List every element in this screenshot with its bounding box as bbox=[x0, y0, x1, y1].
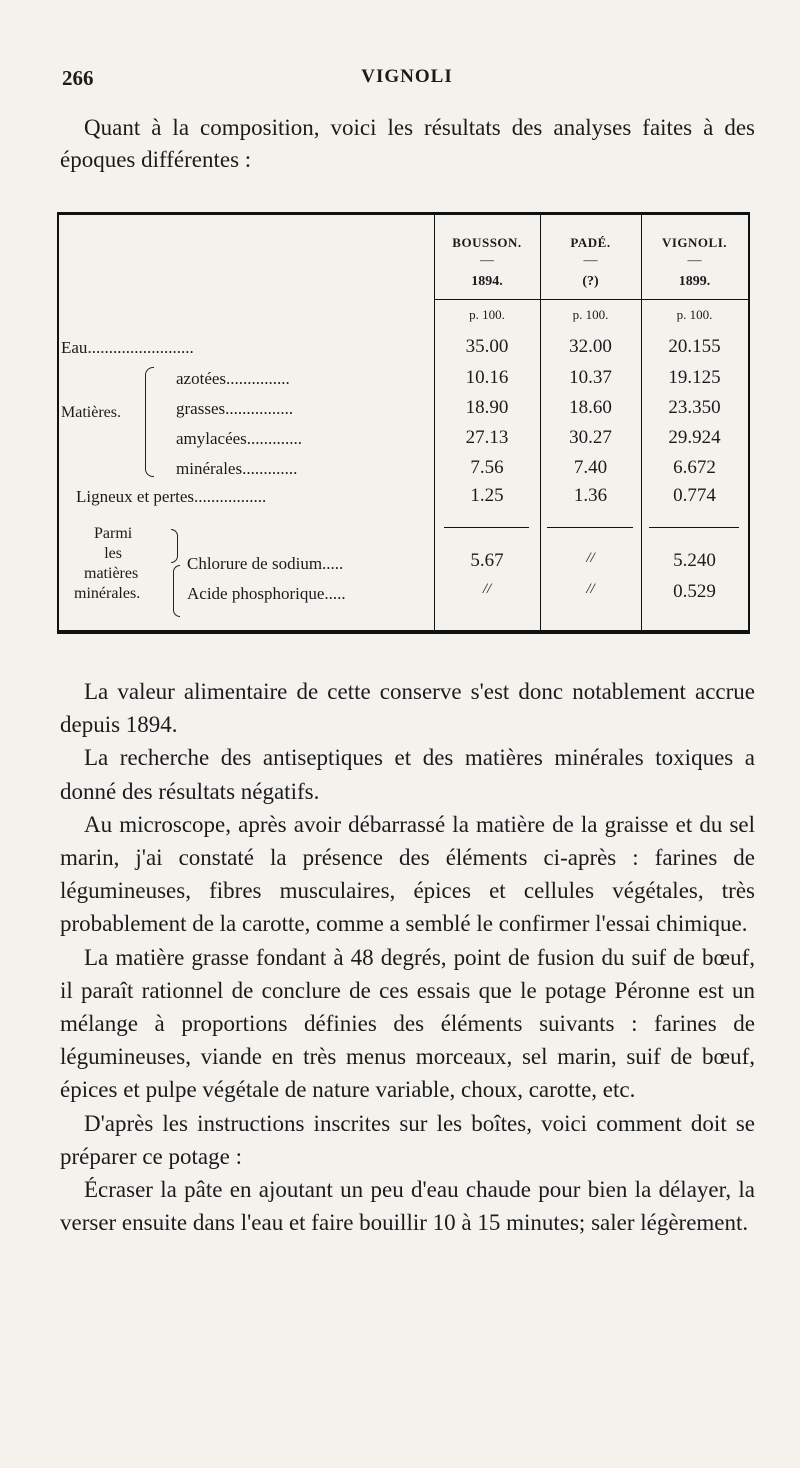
row-label-chlorure: Chlorure de sodium..... bbox=[187, 554, 344, 573]
value-cell: 5.240 bbox=[673, 550, 716, 571]
header-rule bbox=[434, 299, 748, 300]
dot-leader: ............. bbox=[242, 459, 298, 478]
value-cell: 18.90 bbox=[465, 397, 509, 418]
value-cell: 19.125 bbox=[668, 367, 721, 388]
value-cell: 0.529 bbox=[673, 581, 716, 602]
row-label-acide: Acide phosphorique..... bbox=[187, 584, 346, 603]
value-cell: 18.60 bbox=[569, 397, 612, 418]
value-cell: // bbox=[482, 581, 492, 597]
column-name-bousson: BOUSSON. bbox=[452, 235, 522, 250]
value-cell: 30.27 bbox=[569, 427, 612, 448]
group-label-matieres: Matières. bbox=[61, 404, 121, 421]
paragraph: La recherche des antiseptiques et des matières minérales toxiques a donné des résultats négatifs. bbox=[60, 745, 755, 804]
value-cell: 6.672 bbox=[673, 457, 716, 478]
value-cell: 1.25 bbox=[470, 485, 504, 506]
column-name-vignoli: VIGNOLI. bbox=[661, 235, 728, 250]
section-rule bbox=[444, 527, 529, 528]
row-label-eau: Eau......................... bbox=[61, 338, 194, 357]
paragraph: La matière grasse fondant à 48 degrés, point de fusion du suif de bœuf, il paraît rationnel de conclure de ces essais que le potage Péronne est un mélange à proportions définies des éléments suivants : farines de légumineuses, viande en très menus morceaux, sel marin, suif de bœuf, épices et pulpe végétale de nature variable, choux, carotte, etc. bbox=[60, 944, 755, 1103]
value-cell: 10.37 bbox=[569, 367, 612, 388]
value-cell: 20.155 bbox=[668, 336, 721, 357]
column-dash: — bbox=[480, 253, 494, 268]
intro-text: Quant à la composition, voici les résultats des analyses faites à des époques différentes : bbox=[60, 115, 755, 172]
intro-paragraph bbox=[60, 112, 755, 176]
value-cell: 10.16 bbox=[465, 367, 509, 388]
brace-matieres bbox=[145, 367, 154, 477]
value-cell: 32.00 bbox=[569, 336, 612, 357]
value-cell: 27.13 bbox=[465, 427, 509, 448]
dot-leader: ............. bbox=[246, 429, 303, 448]
value-cell: 7.40 bbox=[573, 457, 608, 478]
row-label-minerales: minérales............. bbox=[176, 459, 298, 478]
group-label-parmi: Parmi les matières minérales. bbox=[74, 525, 141, 602]
value-cell: 1.36 bbox=[573, 485, 608, 506]
value-cell: 29.924 bbox=[668, 427, 721, 448]
page-header bbox=[62, 66, 752, 96]
row-label-azotees: azotées............... bbox=[176, 369, 290, 388]
paragraph: Au microscope, après avoir débarrassé la matière de la graisse et du sel marin, j'ai constaté la présence des éléments ci-après : farines de légumineuses, fibres musculaires, épices et cellules végétales, très probablement de la carotte, comme a semblé le confirmer l'essai chimique. bbox=[60, 811, 755, 937]
column-unit: p. 100. bbox=[676, 307, 713, 322]
column-year-pade: (?) bbox=[582, 274, 599, 289]
section-rule bbox=[547, 527, 633, 528]
row-label-grasses: grasses................ bbox=[176, 399, 294, 418]
dot-leader: ............... bbox=[226, 369, 290, 388]
running-head: VIGNOLI bbox=[361, 66, 453, 87]
row-label-ligneux: Ligneux et pertes................. bbox=[76, 487, 267, 506]
value-cell: 23.350 bbox=[668, 397, 721, 418]
column-year-bousson: 1894. bbox=[471, 274, 503, 289]
dot-leader: ......................... bbox=[87, 338, 194, 357]
body-text bbox=[60, 675, 755, 1239]
value-cell: 0.774 bbox=[673, 485, 716, 506]
dot-leader: ..... bbox=[324, 584, 346, 603]
column-unit: p. 100. bbox=[572, 307, 609, 322]
brace-parmi-top bbox=[171, 529, 178, 563]
dot-leader: ................. bbox=[194, 487, 267, 506]
section-rule bbox=[649, 527, 739, 528]
column-dash: — bbox=[583, 253, 598, 268]
analysis-table bbox=[57, 212, 750, 634]
column-name-pade: PADÉ. bbox=[570, 235, 611, 250]
dot-leader: ................ bbox=[225, 399, 294, 418]
value-cell: 35.00 bbox=[465, 336, 509, 357]
brace-parmi-bottom bbox=[173, 565, 180, 617]
column-year-vignoli: 1899. bbox=[678, 274, 711, 289]
paragraph: Écraser la pâte en ajoutant un peu d'eau chaude pour bien la délayer, la verser ensuite dans l'eau et faire bouillir 10 à 15 minutes; saler légèrement. bbox=[60, 1177, 755, 1236]
value-cell: // bbox=[586, 581, 595, 597]
paragraph: La valeur alimentaire de cette conserve s'est donc notablement accrue depuis 1894. bbox=[60, 679, 755, 738]
paragraph: D'après les instructions inscrites sur les boîtes, voici comment doit se préparer ce potage : bbox=[60, 1110, 755, 1169]
dot-leader: ..... bbox=[322, 554, 344, 573]
value-cell: 5.67 bbox=[470, 550, 504, 571]
value-cell: 7.56 bbox=[470, 457, 504, 478]
value-cell: // bbox=[586, 550, 595, 566]
page-number: 266 bbox=[62, 66, 94, 90]
row-label-amylacees: amylacées............. bbox=[176, 429, 303, 448]
column-unit: p. 100. bbox=[469, 307, 505, 322]
column-dash: — bbox=[687, 253, 702, 268]
